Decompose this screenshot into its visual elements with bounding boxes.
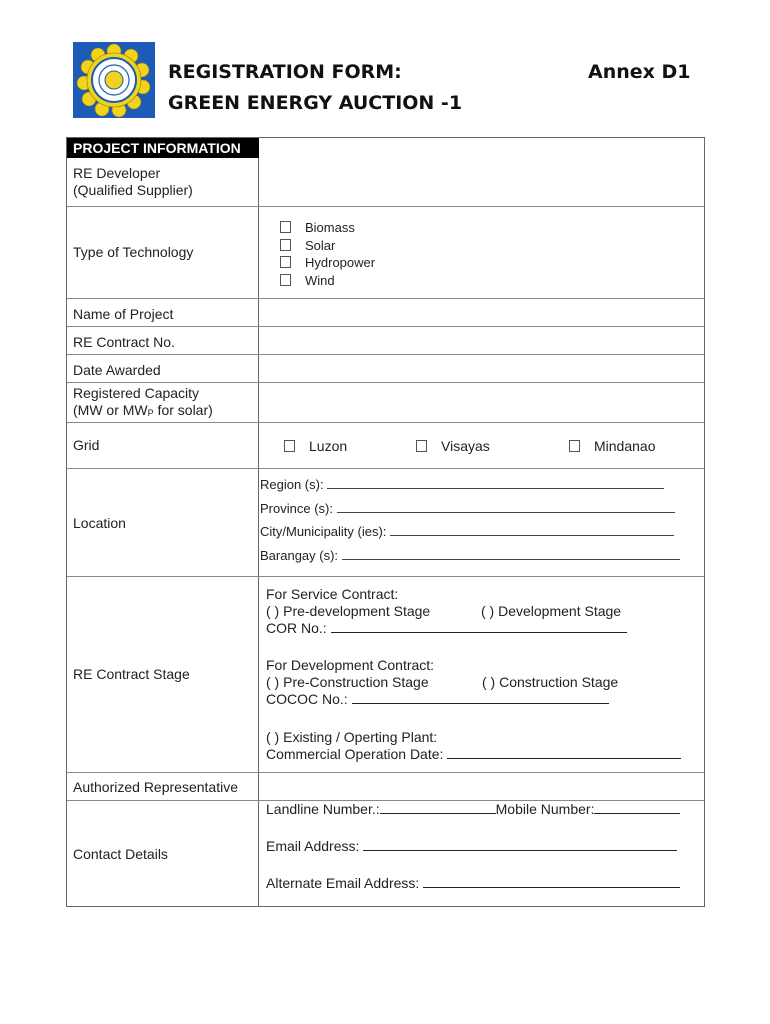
contract-stage-label: RE Contract Stage	[73, 666, 190, 682]
date-awarded-label: Date Awarded	[73, 362, 161, 378]
doe-seal-logo	[73, 42, 155, 118]
registration-form-table	[66, 137, 705, 907]
alt-email-label: Alternate Email Address:	[266, 875, 420, 891]
project-name-label: Name of Project	[73, 306, 174, 322]
annex-label: Annex D1	[588, 61, 691, 83]
option-label: Solar	[305, 237, 336, 253]
grid-option-visayas[interactable]	[416, 438, 490, 455]
alt-email-line[interactable]	[423, 887, 680, 888]
region-line[interactable]	[327, 488, 664, 489]
form-title	[168, 57, 462, 119]
development-contract-title: For Development Contract:	[266, 657, 435, 673]
capacity-label: Registered Capacity	[73, 385, 200, 401]
email-line[interactable]	[363, 850, 677, 851]
option-label: Hydropower	[305, 255, 376, 270]
contract-no-field[interactable]	[260, 327, 704, 355]
row-contract-no	[67, 326, 704, 354]
barangay-label: Barangay (s):	[260, 548, 339, 563]
option-wind[interactable]	[280, 272, 375, 290]
city-label: City/Municipality (ies):	[260, 524, 387, 539]
authorized-representative-label: Authorized Representative	[73, 779, 238, 795]
checkbox-icon[interactable]	[280, 239, 291, 251]
region-field[interactable]	[260, 476, 664, 493]
email-field[interactable]	[266, 838, 677, 855]
cococ-label: COCOC No.:	[266, 691, 348, 707]
row-technology	[67, 206, 704, 298]
region-label: Region (s):	[260, 477, 324, 492]
grid-label: Grid	[73, 437, 100, 453]
contract-no-label: RE Contract No.	[73, 334, 175, 350]
option-label: Biomass	[305, 220, 355, 235]
province-field[interactable]	[260, 500, 675, 517]
capacity-field[interactable]	[260, 383, 704, 423]
option-label: Mindanao	[594, 438, 656, 454]
checkbox-icon[interactable]	[280, 274, 291, 286]
option-label: Visayas	[441, 438, 490, 454]
checkbox-icon[interactable]	[416, 440, 427, 452]
landline-label: Landline Number.:	[266, 801, 380, 817]
pre-development-option[interactable]: ( ) Pre-development Stage	[266, 603, 431, 619]
city-field[interactable]	[260, 523, 674, 540]
row-location	[67, 468, 704, 576]
section-header: PROJECT INFORMATION	[67, 138, 259, 158]
landline-line[interactable]	[380, 813, 496, 814]
alt-email-field[interactable]	[266, 875, 680, 892]
row-contract-stage	[67, 576, 704, 772]
mobile-line[interactable]	[594, 813, 680, 814]
option-solar[interactable]	[280, 237, 375, 255]
cococ-line[interactable]	[352, 703, 609, 704]
authorized-representative-field[interactable]	[260, 773, 704, 801]
development-option[interactable]: ( ) Development Stage	[481, 603, 622, 619]
row-capacity	[67, 382, 704, 422]
cor-field[interactable]	[266, 620, 627, 637]
technology-options	[280, 219, 375, 289]
mobile-label: Mobile Number:	[495, 801, 595, 817]
barangay-field[interactable]	[260, 547, 680, 564]
province-line[interactable]	[337, 512, 675, 513]
row-authorized-representative	[67, 772, 704, 800]
re-developer-label: RE Developer	[73, 165, 161, 181]
province-label: Province (s):	[260, 501, 333, 516]
option-hydropower[interactable]	[280, 254, 375, 272]
cococ-field[interactable]	[266, 691, 609, 708]
checkbox-icon[interactable]	[569, 440, 580, 452]
qualified-supplier-label: (Qualified Supplier)	[73, 182, 193, 198]
cor-line[interactable]	[331, 632, 627, 633]
contact-details-label: Contact Details	[73, 846, 168, 862]
date-awarded-field[interactable]	[260, 355, 704, 383]
cor-label: COR No.:	[266, 620, 327, 636]
grid-option-luzon[interactable]	[284, 438, 347, 455]
location-label: Location	[73, 515, 126, 531]
technology-label: Type of Technology	[73, 244, 194, 260]
cod-line[interactable]	[447, 758, 681, 759]
barangay-line[interactable]	[342, 559, 680, 560]
construction-option[interactable]: ( ) Construction Stage	[482, 674, 619, 690]
title-line-2: GREEN ENERGY AUCTION -1	[168, 92, 463, 114]
pre-construction-option[interactable]: ( ) Pre-Construction Stage	[266, 674, 429, 690]
option-label: Luzon	[309, 438, 348, 454]
row-date-awarded	[67, 354, 704, 382]
cod-field[interactable]	[266, 746, 681, 763]
cod-label: Commercial Operation Date:	[266, 746, 444, 762]
checkbox-icon[interactable]	[284, 440, 295, 452]
row-contact-details	[67, 800, 704, 907]
row-re-developer	[67, 158, 704, 206]
row-project-name	[67, 298, 704, 326]
email-label: Email Address:	[266, 838, 360, 854]
city-line[interactable]	[390, 535, 674, 536]
phone-fields	[266, 801, 680, 818]
re-developer-field[interactable]	[260, 158, 704, 206]
grid-option-mindanao[interactable]	[569, 438, 656, 455]
service-contract-title: For Service Contract:	[266, 586, 399, 602]
capacity-unit-label: (MW or $MW_P$ for solar)	[73, 402, 213, 418]
option-biomass[interactable]	[280, 219, 375, 237]
row-grid	[67, 422, 704, 468]
checkbox-icon[interactable]	[280, 221, 291, 233]
existing-plant-option[interactable]: ( ) Existing / Operting Plant:	[266, 729, 438, 745]
title-line-1: REGISTRATION FORM:	[168, 61, 402, 83]
checkbox-icon[interactable]	[280, 256, 291, 268]
option-label: Wind	[305, 272, 335, 288]
project-name-field[interactable]	[260, 299, 704, 327]
